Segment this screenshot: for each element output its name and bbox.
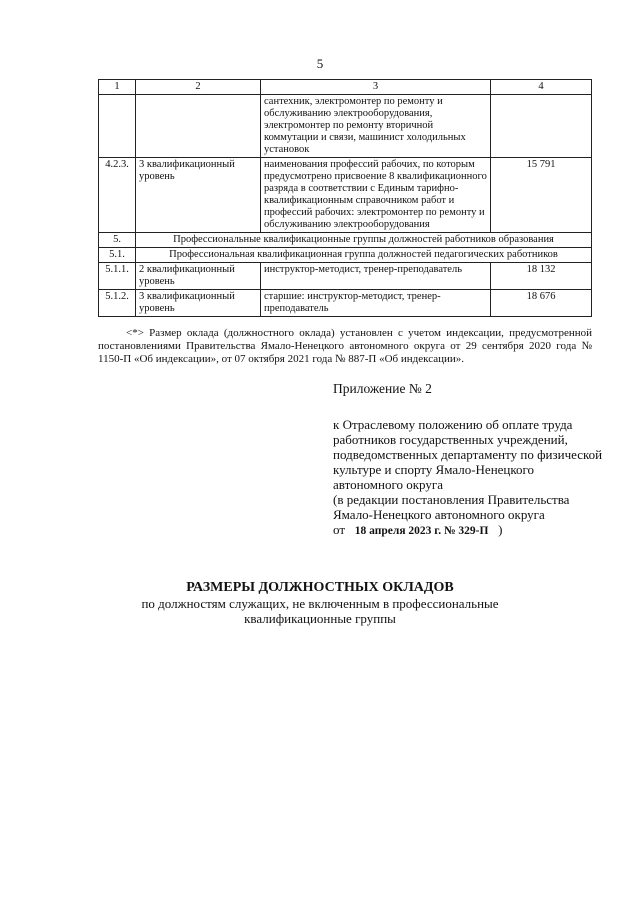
- row-number: 5.1.2.: [99, 290, 136, 317]
- table-group-row: [99, 233, 592, 248]
- salary-value: [491, 95, 592, 158]
- position-description: сантехник, электромонтер по ремонту и обслуживанию электрооборудования, электромонтер по ремонту вторичной коммутации и связи, машинист холодильных установок: [261, 95, 491, 158]
- qualification-level: 3 квалификационный уровень: [136, 290, 261, 317]
- appendix-date-line: [333, 522, 603, 539]
- qualification-level: 3 квалификационный уровень: [136, 158, 261, 233]
- salary-table: [98, 79, 592, 317]
- page-number: 5: [316, 56, 324, 71]
- table-group-row: [99, 248, 592, 263]
- group-title: Профессиональные квалификационные группы должностей работников образования: [136, 233, 592, 248]
- salary-value: 18 132: [491, 263, 592, 290]
- qualification-level: [136, 95, 261, 158]
- table-row: [99, 95, 592, 158]
- date-prefix: от: [333, 522, 346, 537]
- position-description: инструктор-методист, тренер-преподаватель: [261, 263, 491, 290]
- row-number: 4.2.3.: [99, 158, 136, 233]
- position-description: старшие: инструктор-методист, тренер-преподаватель: [261, 290, 491, 317]
- table-row: [99, 290, 592, 317]
- document-title: РАЗМЕРЫ ДОЛЖНОСТНЫХ ОКЛАДОВ: [186, 580, 454, 595]
- document-subtitle: по должностям служащих, не включенным в профессиональные квалификационные группы: [141, 596, 499, 626]
- row-number: 5.1.1.: [99, 263, 136, 290]
- header-cell: 1: [99, 80, 136, 95]
- row-number: 5.: [99, 233, 136, 248]
- table-row: [99, 158, 592, 233]
- header-cell: 4: [491, 80, 592, 95]
- appendix-title: Приложение № 2: [333, 381, 432, 396]
- position-description: наименования профессий рабочих, по которым предусмотрено присвоение 8 квалификационного разряда в соответствии с Единым тарифно-квалификационным справочником работ и профессий рабочих: электромонтер по ремонту и обслуживанию электрооборудования: [261, 158, 491, 233]
- group-title: Профессиональная квалификационная группа должностей педагогических работников: [136, 248, 592, 263]
- appendix-body: [333, 417, 603, 539]
- table-row: [99, 263, 592, 290]
- appendix-reference: к Отраслевому положению об оплате труда работников государственных учреждений, подведомственных департаменту по физической культуре и спорту Ямало-Ненецкого автономного округа: [333, 417, 603, 492]
- header-cell: 3: [261, 80, 491, 95]
- appendix-edition: (в редакции постановления Правительства Ямало-Ненецкого автономного округа: [333, 492, 570, 522]
- row-number: [99, 95, 136, 158]
- header-cell: 2: [136, 80, 261, 95]
- table-header-row: [99, 80, 592, 95]
- salary-value: 18 676: [491, 290, 592, 317]
- date-suffix: ): [498, 522, 503, 537]
- row-number: 5.1.: [99, 248, 136, 263]
- qualification-level: 2 квалификационный уровень: [136, 263, 261, 290]
- footnote: <*> Размер оклада (должностного оклада) установлен с учетом индексации, предусмотренной постановлениями Правительства Ямало-Ненецкого автономного округа от 29 сентября 2020 года № 1150-П «Об индексации», от 07 октября 2021 года № 887-П «Об индексации».: [98, 327, 592, 365]
- salary-value: 15 791: [491, 158, 592, 233]
- resolution-date: 18 апреля 2023 г. № 329-П: [354, 525, 489, 537]
